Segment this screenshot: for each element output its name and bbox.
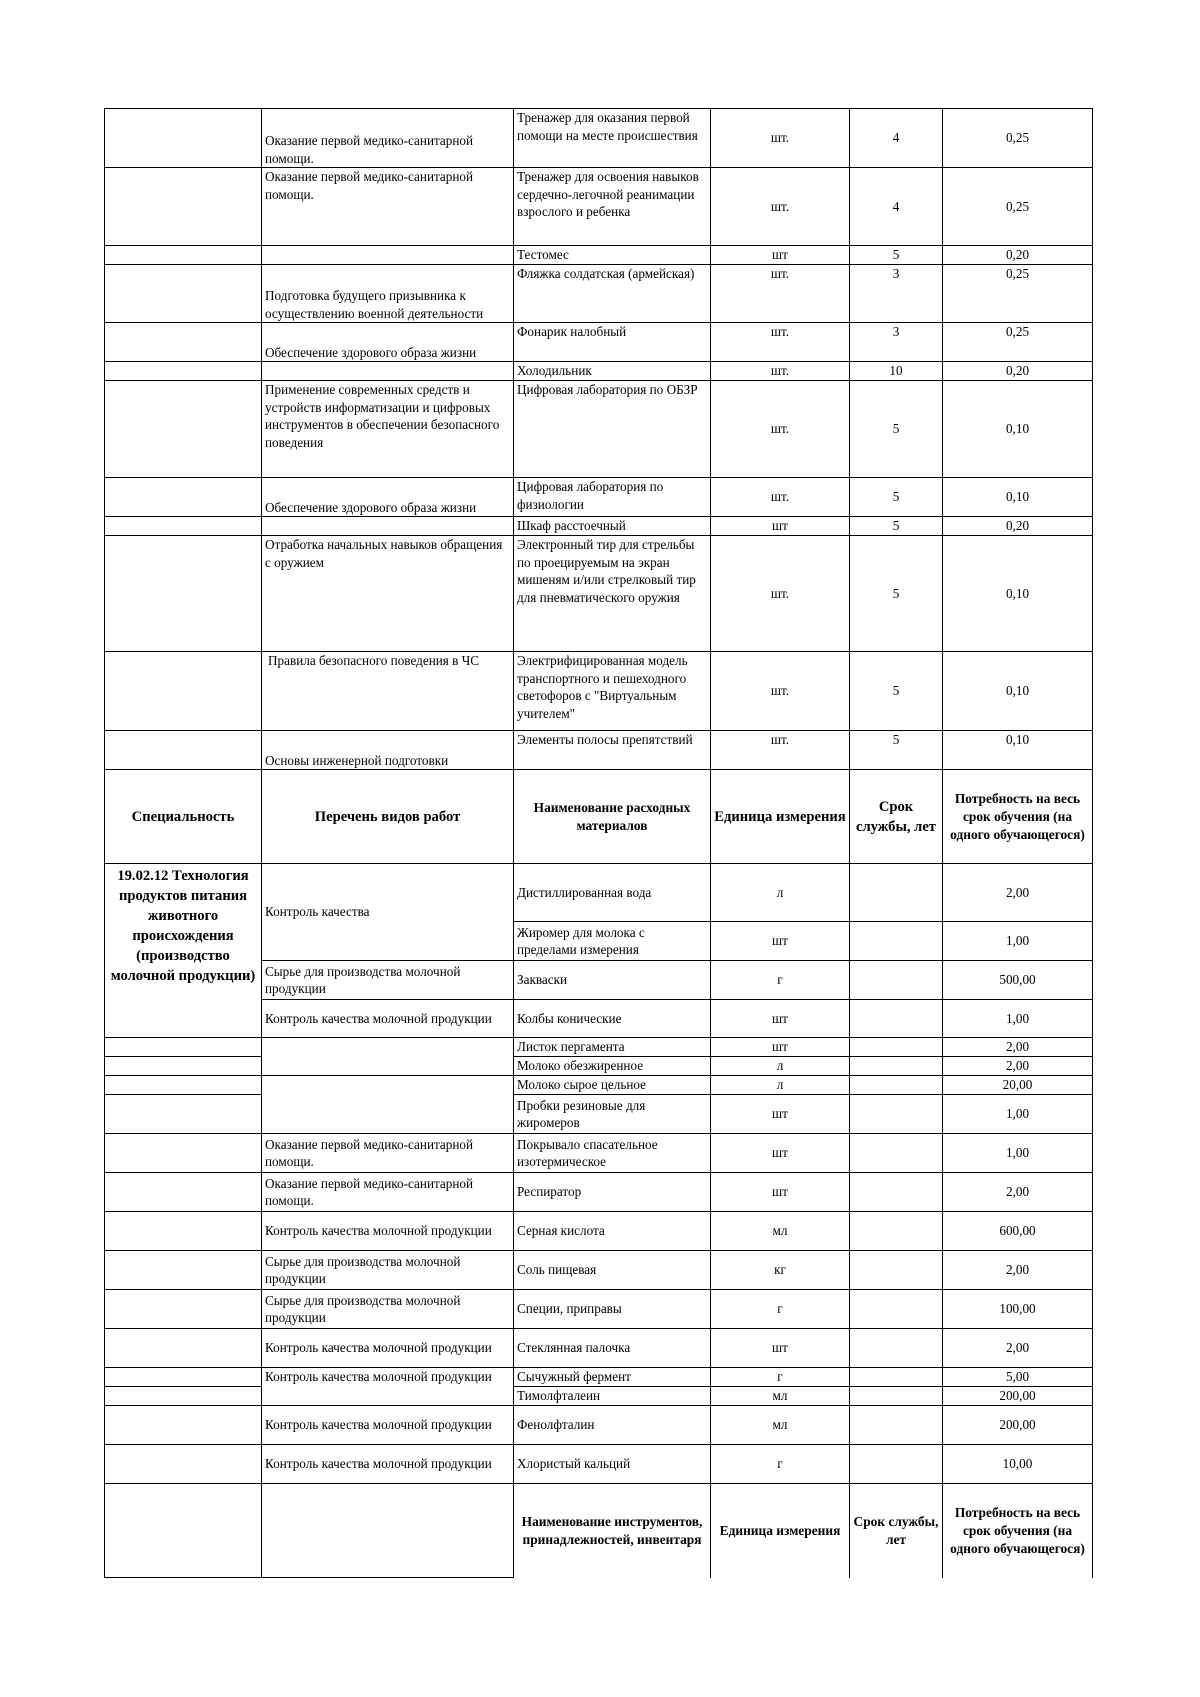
table-row <box>105 381 1093 478</box>
table-row <box>105 1329 1093 1368</box>
life-cell: 5 <box>850 652 943 731</box>
specialty-cell <box>105 478 262 517</box>
specialty-cell <box>105 1173 262 1212</box>
unit-cell: шт <box>711 922 850 961</box>
life-cell: 5 <box>850 478 943 517</box>
item-name-cell: Электрифицированная модель транспортного и пешеходного светофоров с "Виртуальным учителем" <box>514 652 711 731</box>
specialty-cell <box>105 323 262 362</box>
work-cell: Контроль качества молочной продукции <box>262 1212 514 1251</box>
unit-cell: шт <box>711 246 850 265</box>
unit-cell: шт. <box>711 109 850 168</box>
header-unit: Единица измерения <box>711 1484 850 1578</box>
life-cell <box>850 1173 943 1212</box>
need-cell: 10,00 <box>943 1445 1093 1484</box>
work-cell: Сырье для производства молочной продукции <box>262 1290 514 1329</box>
table-row <box>105 1387 1093 1406</box>
table-row <box>105 1290 1093 1329</box>
unit-cell: шт <box>711 1134 850 1173</box>
unit-cell: шт <box>711 1095 850 1134</box>
unit-cell: шт. <box>711 265 850 323</box>
material-name-cell: Закваски <box>514 961 711 1000</box>
need-cell: 1,00 <box>943 922 1093 961</box>
table-row <box>105 1212 1093 1251</box>
table-row <box>105 1173 1093 1212</box>
life-cell: 5 <box>850 246 943 265</box>
material-name-cell: Листок пергамента <box>514 1038 711 1057</box>
material-name-cell: Соль пищевая <box>514 1251 711 1290</box>
work-cell: Обеспечение здорового образа жизни <box>262 323 514 362</box>
need-cell: 0,20 <box>943 362 1093 381</box>
life-cell <box>850 1076 943 1095</box>
table-row <box>105 1095 1093 1134</box>
material-name-cell: Стеклянная палочка <box>514 1329 711 1368</box>
need-cell: 20,00 <box>943 1076 1093 1095</box>
material-name-cell: Сычужный фермент <box>514 1368 711 1387</box>
table-row <box>105 864 1093 922</box>
specialty-cell <box>105 1406 262 1445</box>
unit-cell: л <box>711 1076 850 1095</box>
specialty-cell <box>105 1445 262 1484</box>
need-cell: 0,10 <box>943 381 1093 478</box>
life-cell <box>850 864 943 922</box>
requirements-table <box>104 108 1093 1578</box>
specialty-cell <box>105 1484 262 1578</box>
life-cell <box>850 1387 943 1406</box>
material-name-cell: Респиратор <box>514 1173 711 1212</box>
table-row <box>105 362 1093 381</box>
unit-cell: мл <box>711 1406 850 1445</box>
table-row <box>105 1251 1093 1290</box>
work-cell: Контроль качества молочной продукции <box>262 1329 514 1368</box>
header-need: Потребность на весь срок обучения (на одного обучающегося) <box>943 770 1093 864</box>
item-name-cell: Шкаф расстоечный <box>514 517 711 536</box>
work-cell: Контроль качества молочной продукции <box>262 1368 514 1406</box>
need-cell: 1,00 <box>943 1000 1093 1038</box>
item-name-cell: Цифровая лаборатория по физиологии <box>514 478 711 517</box>
item-name-cell: Фонарик налобный <box>514 323 711 362</box>
specialty-cell <box>105 381 262 478</box>
life-cell <box>850 1406 943 1445</box>
need-cell: 500,00 <box>943 961 1093 1000</box>
life-cell: 4 <box>850 168 943 246</box>
table-row <box>105 536 1093 652</box>
need-cell: 0,10 <box>943 731 1093 770</box>
unit-cell: шт <box>711 1173 850 1212</box>
need-cell: 2,00 <box>943 1057 1093 1076</box>
need-cell: 0,10 <box>943 478 1093 517</box>
material-name-cell: Жиромер для молока с пределами измерения <box>514 922 711 961</box>
life-cell: 5 <box>850 536 943 652</box>
unit-cell: мл <box>711 1212 850 1251</box>
material-name-cell: Дистиллированная вода <box>514 864 711 922</box>
item-name-cell: Цифровая лаборатория по ОБЗР <box>514 381 711 478</box>
unit-cell: шт. <box>711 362 850 381</box>
work-cell: Подготовка будущего призывника к осуществлению военной деятельности <box>262 265 514 323</box>
header-tool-name: Наименование инструментов, принадлежностей, инвентаря <box>514 1484 711 1578</box>
life-cell <box>850 1329 943 1368</box>
life-cell <box>850 922 943 961</box>
item-name-cell: Тестомес <box>514 246 711 265</box>
unit-cell: шт. <box>711 536 850 652</box>
header-need: Потребность на весь срок обучения (на одного обучающегося) <box>943 1484 1093 1578</box>
need-cell: 5,00 <box>943 1368 1093 1387</box>
need-cell: 2,00 <box>943 1251 1093 1290</box>
table-row <box>105 168 1093 246</box>
life-cell: 3 <box>850 323 943 362</box>
item-name-cell: Элементы полосы препятствий <box>514 731 711 770</box>
specialty-cell <box>105 1038 262 1057</box>
need-cell: 2,00 <box>943 1038 1093 1057</box>
header-life: Срок службы, лет <box>850 770 943 864</box>
specialty-cell <box>105 265 262 323</box>
specialty-cell <box>105 652 262 731</box>
table-row <box>105 652 1093 731</box>
material-name-cell: Хлористый кальций <box>514 1445 711 1484</box>
item-name-cell: Электронный тир для стрельбы по проецируемым на экран мишеням и/или стрелковый тир для пневматического оружия <box>514 536 711 652</box>
work-cell: Сырье для производства молочной продукции <box>262 1251 514 1290</box>
life-cell: 5 <box>850 381 943 478</box>
unit-cell: г <box>711 1290 850 1329</box>
specialty-cell <box>105 1134 262 1173</box>
need-cell: 0,25 <box>943 109 1093 168</box>
work-cell: Контроль качества молочной продукции <box>262 1445 514 1484</box>
work-cell <box>262 517 514 536</box>
work-cell: Оказание первой медико-санитарной помощи. <box>262 1173 514 1212</box>
specialty-title: 19.02.12 Технология продуктов питания животного происхождения (производство молочной продукции) <box>105 864 262 1038</box>
table-row <box>105 478 1093 517</box>
unit-cell: шт. <box>711 652 850 731</box>
need-cell: 100,00 <box>943 1290 1093 1329</box>
specialty-cell <box>105 1368 262 1387</box>
work-cell: Контроль качества молочной продукции <box>262 1000 514 1038</box>
table-row <box>105 731 1093 770</box>
header-works: Перечень видов работ <box>262 770 514 864</box>
material-name-cell: Колбы конические <box>514 1000 711 1038</box>
unit-cell: кг <box>711 1251 850 1290</box>
unit-cell: шт. <box>711 731 850 770</box>
life-cell <box>850 1251 943 1290</box>
specialty-cell <box>105 1076 262 1095</box>
unit-cell: л <box>711 1057 850 1076</box>
life-cell <box>850 1212 943 1251</box>
material-name-cell: Молоко сырое цельное <box>514 1076 711 1095</box>
need-cell: 2,00 <box>943 1173 1093 1212</box>
material-name-cell: Тимолфталеин <box>514 1387 711 1406</box>
need-cell: 2,00 <box>943 1329 1093 1368</box>
need-cell: 0,10 <box>943 536 1093 652</box>
life-cell <box>850 1095 943 1134</box>
work-cell <box>262 1484 514 1578</box>
unit-cell: шт <box>711 517 850 536</box>
work-cell: Контроль качества <box>262 864 514 961</box>
specialty-cell <box>105 1212 262 1251</box>
header-life: Срок службы, лет <box>850 1484 943 1578</box>
work-cell: Контроль качества молочной продукции <box>262 1406 514 1445</box>
table-row <box>105 109 1093 168</box>
need-cell: 0,20 <box>943 246 1093 265</box>
need-cell: 0,25 <box>943 265 1093 323</box>
life-cell <box>850 961 943 1000</box>
material-name-cell: Молоко обезжиренное <box>514 1057 711 1076</box>
work-cell <box>262 246 514 265</box>
unit-cell: шт. <box>711 478 850 517</box>
table-row <box>105 1406 1093 1445</box>
unit-cell: шт. <box>711 168 850 246</box>
work-cell: Обеспечение здорового образа жизни <box>262 478 514 517</box>
unit-cell: шт. <box>711 381 850 478</box>
life-cell: 3 <box>850 265 943 323</box>
material-name-cell: Серная кислота <box>514 1212 711 1251</box>
need-cell: 2,00 <box>943 864 1093 922</box>
specialty-cell <box>105 1251 262 1290</box>
item-name-cell: Тренажер для освоения навыков сердечно-легочной реанимации взрослого и ребенка <box>514 168 711 246</box>
life-cell <box>850 1134 943 1173</box>
table-row <box>105 246 1093 265</box>
life-cell <box>850 1445 943 1484</box>
need-cell: 200,00 <box>943 1406 1093 1445</box>
work-cell: Основы инженерной подготовки <box>262 731 514 770</box>
unit-cell: шт. <box>711 323 850 362</box>
need-cell: 600,00 <box>943 1212 1093 1251</box>
life-cell <box>850 1290 943 1329</box>
specialty-cell <box>105 1057 262 1076</box>
header-unit: Единица измерения <box>711 770 850 864</box>
need-cell: 1,00 <box>943 1095 1093 1134</box>
unit-cell: г <box>711 961 850 1000</box>
table-row <box>105 265 1093 323</box>
material-name-cell: Пробки резиновые для жиромеров <box>514 1095 711 1134</box>
need-cell: 0,25 <box>943 323 1093 362</box>
table-row <box>105 517 1093 536</box>
material-name-cell: Фенолфталин <box>514 1406 711 1445</box>
specialty-cell <box>105 517 262 536</box>
header-specialty: Специальность <box>105 770 262 864</box>
table-row <box>105 1134 1093 1173</box>
unit-cell: л <box>711 864 850 922</box>
work-cell: Оказание первой медико-санитарной помощи. <box>262 1134 514 1173</box>
table-row <box>105 1368 1093 1387</box>
specialty-cell <box>105 362 262 381</box>
specialty-cell <box>105 1095 262 1134</box>
need-cell: 0,10 <box>943 652 1093 731</box>
need-cell: 0,25 <box>943 168 1093 246</box>
materials-header-row <box>105 770 1093 864</box>
life-cell <box>850 1000 943 1038</box>
material-name-cell: Покрывало спасательное изотермическое <box>514 1134 711 1173</box>
specialty-cell <box>105 109 262 168</box>
unit-cell: мл <box>711 1387 850 1406</box>
life-cell: 4 <box>850 109 943 168</box>
tools-header-row <box>105 1484 1093 1578</box>
header-material-name: Наименование расходных материалов <box>514 770 711 864</box>
unit-cell: шт <box>711 1329 850 1368</box>
life-cell: 5 <box>850 517 943 536</box>
page <box>104 108 1092 1578</box>
need-cell: 0,20 <box>943 517 1093 536</box>
work-cell: Сырье для производства молочной продукции <box>262 961 514 1000</box>
work-cell <box>262 1076 514 1134</box>
specialty-cell <box>105 1329 262 1368</box>
work-cell: Правила безопасного поведения в ЧС <box>262 652 514 731</box>
item-name-cell: Тренажер для оказания первой помощи на месте происшествия <box>514 109 711 168</box>
specialty-cell <box>105 168 262 246</box>
item-name-cell: Холодильник <box>514 362 711 381</box>
table-row <box>105 1076 1093 1095</box>
work-cell: Оказание первой медико-санитарной помощи. <box>262 109 514 168</box>
specialty-cell <box>105 1290 262 1329</box>
life-cell: 5 <box>850 731 943 770</box>
life-cell <box>850 1057 943 1076</box>
work-cell: Оказание первой медико-санитарной помощи. <box>262 168 514 246</box>
work-cell <box>262 1038 514 1076</box>
specialty-cell <box>105 1387 262 1406</box>
specialty-cell <box>105 246 262 265</box>
need-cell: 200,00 <box>943 1387 1093 1406</box>
work-cell: Отработка начальных навыков обращения с оружием <box>262 536 514 652</box>
life-cell: 10 <box>850 362 943 381</box>
need-cell: 1,00 <box>943 1134 1093 1173</box>
unit-cell: г <box>711 1368 850 1387</box>
table-row <box>105 323 1093 362</box>
unit-cell: шт <box>711 1000 850 1038</box>
specialty-cell <box>105 731 262 770</box>
table-row <box>105 1445 1093 1484</box>
table-row <box>105 1057 1093 1076</box>
life-cell <box>850 1368 943 1387</box>
work-cell: Применение современных средств и устройств информатизации и цифровых инструментов в обеспечении безопасного поведения <box>262 381 514 478</box>
specialty-cell <box>105 536 262 652</box>
item-name-cell: Фляжка солдатская (армейская) <box>514 265 711 323</box>
unit-cell: г <box>711 1445 850 1484</box>
table-row <box>105 1038 1093 1057</box>
work-cell <box>262 362 514 381</box>
unit-cell: шт <box>711 1038 850 1057</box>
life-cell <box>850 1038 943 1057</box>
material-name-cell: Специи, приправы <box>514 1290 711 1329</box>
